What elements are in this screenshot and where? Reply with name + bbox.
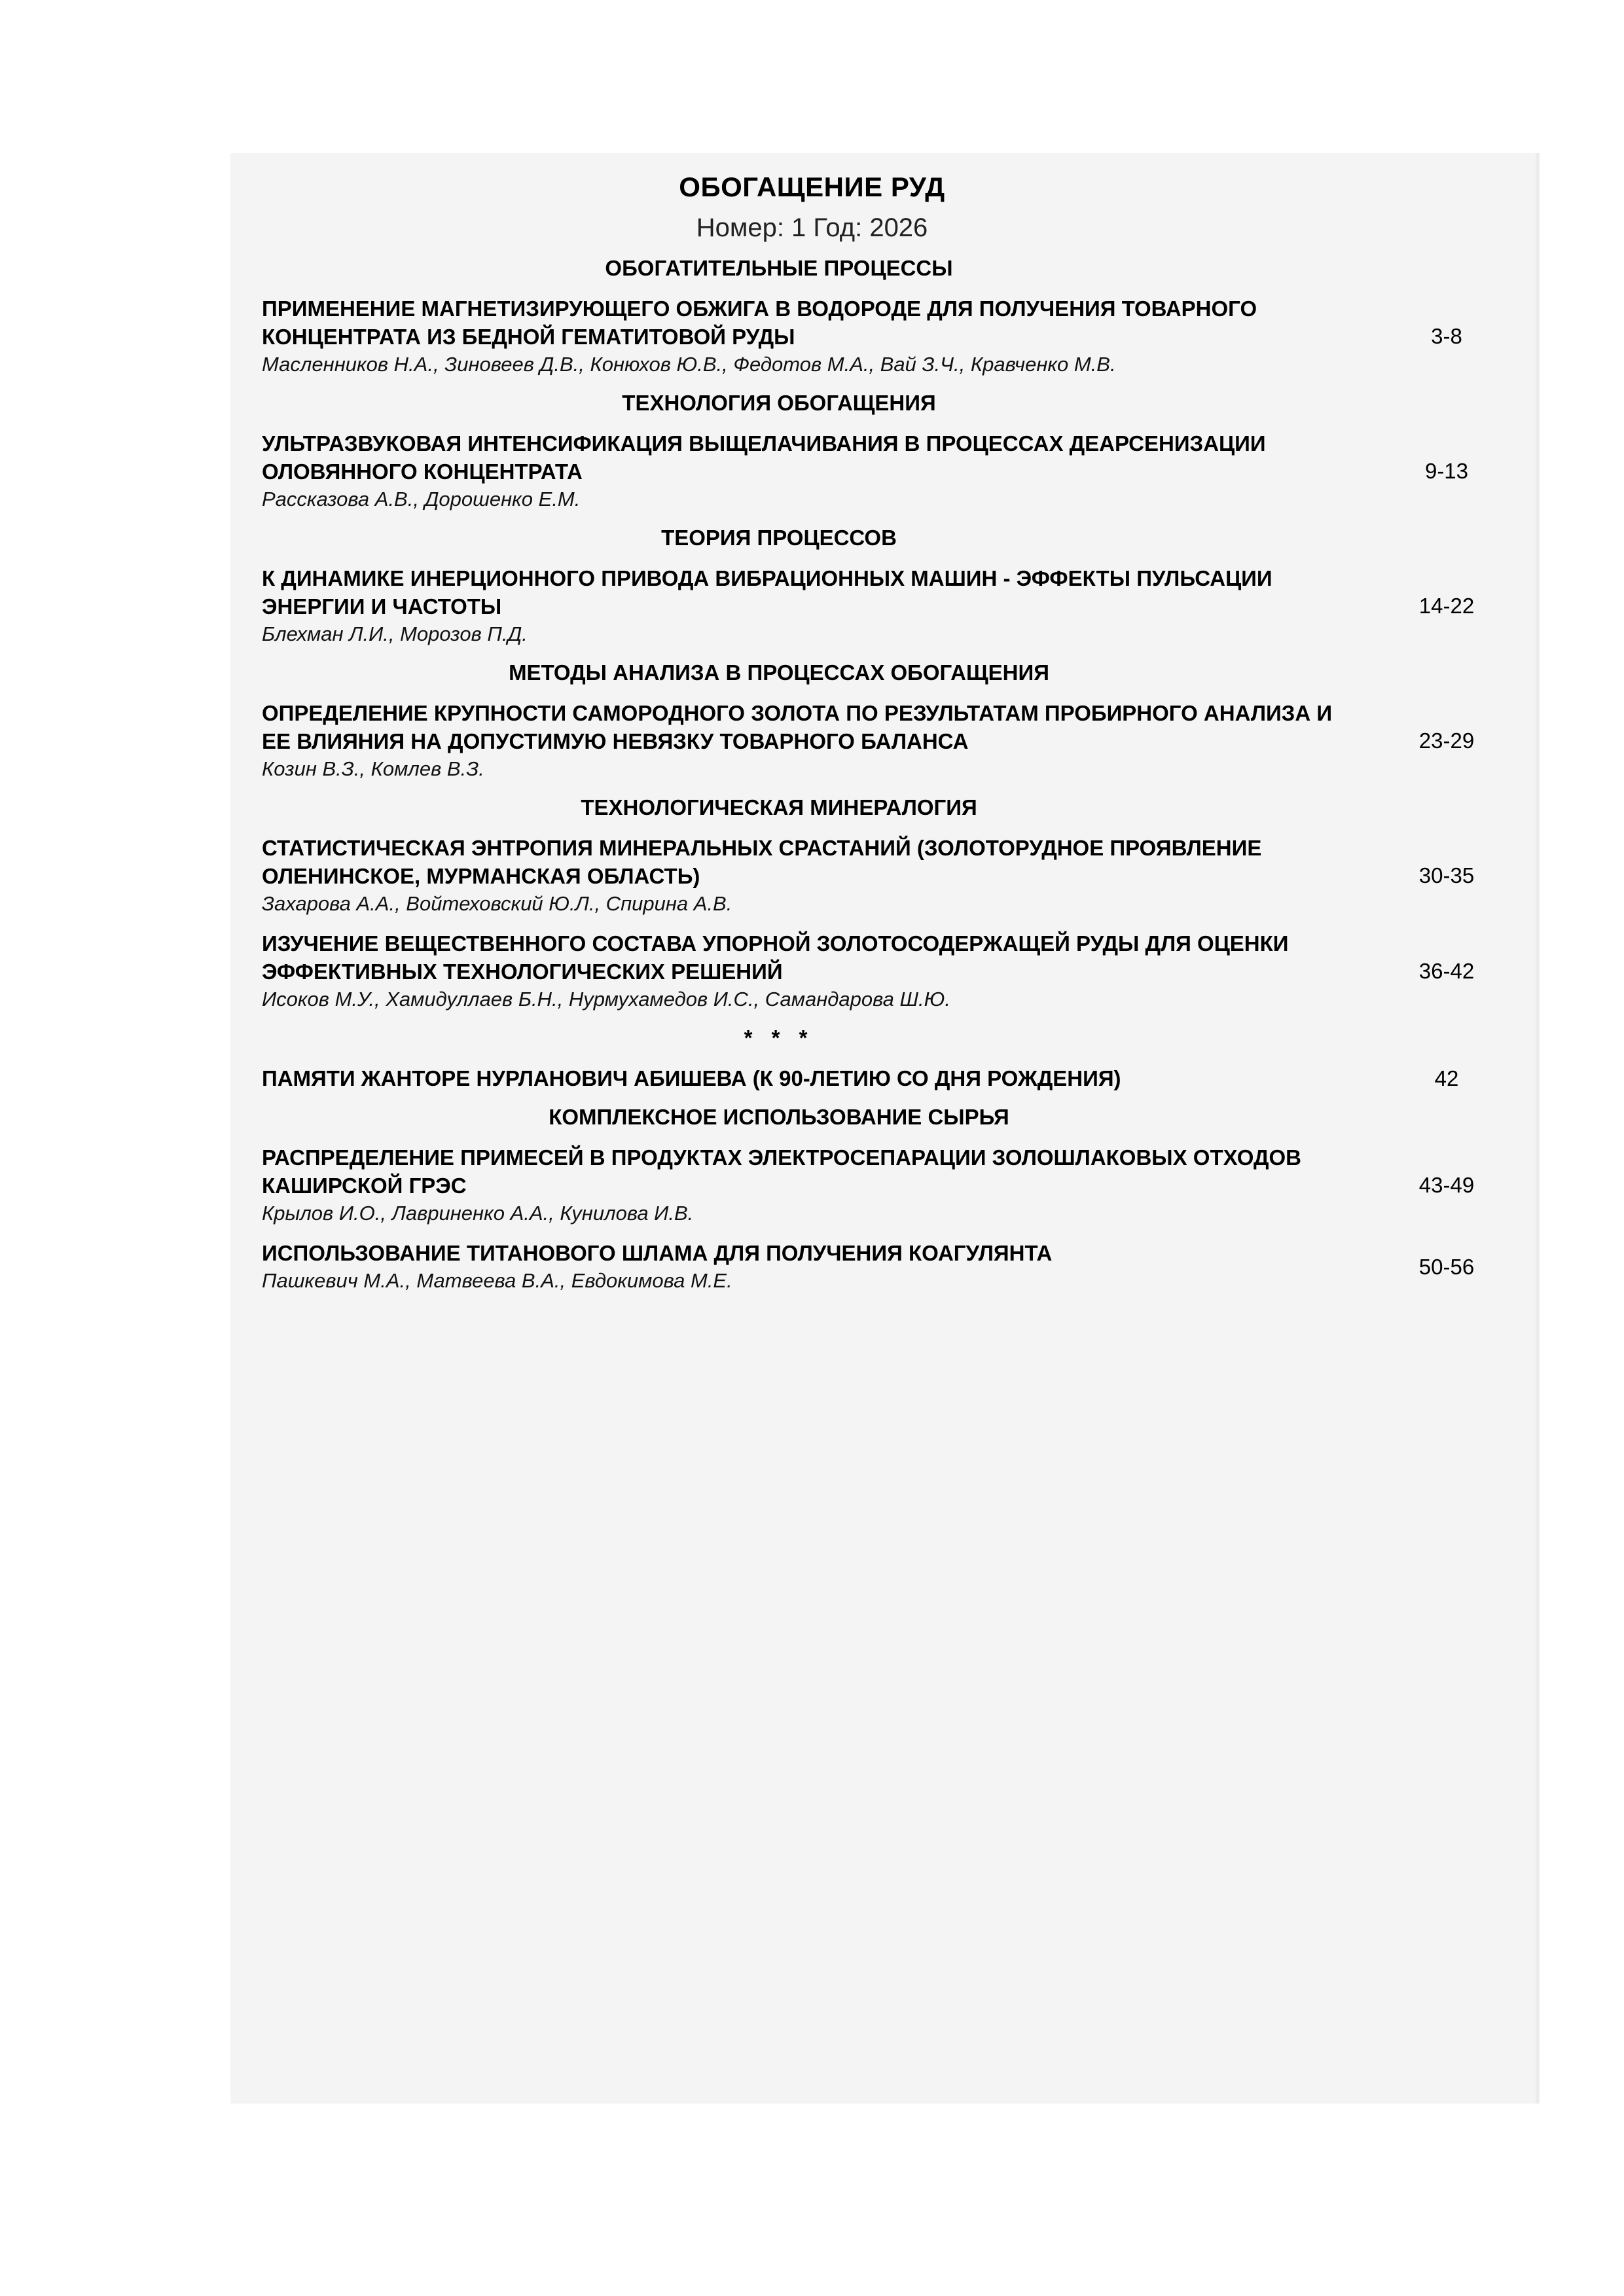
article-authors: Масленников Н.А., Зиновеев Д.В., Конюхов Ю.В., Федотов М.А., Вай З.Ч., Кравченко М.В. bbox=[262, 353, 1116, 376]
article-authors: Крылов И.О., Лавриненко А.А., Кунилова И.В. bbox=[262, 1202, 694, 1225]
section-heading: ТЕХНОЛОГИЧЕСКАЯ МИНЕРАЛОГИЯ bbox=[581, 795, 977, 819]
article-title[interactable]: ОПРЕДЕЛЕНИЕ КРУПНОСТИ САМОРОДНОГО ЗОЛОТА ПО РЕЗУЛЬТАТАМ ПРОБИРНОГО АНАЛИЗА И ЕЕ ВЛИЯНИЯ НА ДОПУСТИМУЮ НЕВЯЗКУ ТОВАРНОГО БАЛАНСА bbox=[262, 701, 1333, 753]
article-pages: 36-42 bbox=[1418, 959, 1475, 983]
section-heading: ОБОГАТИТЕЛЬНЫЕ ПРОЦЕССЫ bbox=[605, 256, 953, 280]
article-title[interactable]: ИЗУЧЕНИЕ ВЕЩЕСТВЕННОГО СОСТАВА УПОРНОЙ ЗОЛОТОСОДЕРЖАЩЕЙ РУДЫ ДЛЯ ОЦЕНКИ ЭФФЕКТИВНЫХ ТЕХНОЛОГИЧЕСКИХ РЕШЕНИЙ bbox=[262, 931, 1289, 984]
article-title[interactable]: РАСПРЕДЕЛЕНИЕ ПРИМЕСЕЙ В ПРОДУКТАХ ЭЛЕКТРОСЕПАРАЦИИ ЗОЛОШЛАКОВЫХ ОТХОДОВ КАШИРСКОЙ ГРЭС bbox=[262, 1145, 1302, 1198]
toc-entry[interactable] bbox=[262, 1143, 1506, 1227]
article-pages: 43-49 bbox=[1418, 1173, 1475, 1197]
article-pages: 23-29 bbox=[1418, 728, 1475, 753]
toc-entry[interactable] bbox=[262, 1064, 1506, 1092]
article-pages: 42 bbox=[1434, 1066, 1459, 1090]
article-title[interactable]: ИСПОЛЬЗОВАНИЕ ТИТАНОВОГО ШЛАМА ДЛЯ ПОЛУЧЕНИЯ КОАГУЛЯНТА bbox=[262, 1241, 1053, 1265]
toc-entry[interactable] bbox=[262, 834, 1506, 918]
section-heading: ТЕХНОЛОГИЯ ОБОГАЩЕНИЯ bbox=[622, 391, 936, 415]
toc-entry[interactable] bbox=[262, 929, 1506, 1013]
article-pages: 50-56 bbox=[1418, 1254, 1475, 1279]
article-title[interactable]: ПРИМЕНЕНИЕ МАГНЕТИЗИРУЮЩЕГО ОБЖИГА В ВОДОРОДЕ ДЛЯ ПОЛУЧЕНИЯ ТОВАРНОГО КОНЦЕНТРАТА ИЗ БЕДНОЙ ГЕМАТИТОВОЙ РУДЫ bbox=[262, 296, 1257, 349]
article-authors: Захарова А.А., Войтеховский Ю.Л., Спирина А.В. bbox=[262, 892, 732, 915]
section-separator: * * * bbox=[744, 1026, 814, 1050]
article-authors: Блехман Л.И., Морозов П.Д. bbox=[262, 622, 528, 645]
issue-info: Номер: 1 Год: 2026 bbox=[696, 213, 928, 242]
article-pages: 30-35 bbox=[1418, 863, 1475, 888]
toc-entry[interactable] bbox=[262, 295, 1506, 378]
toc-entry[interactable] bbox=[262, 429, 1506, 513]
article-title[interactable]: К ДИНАМИКЕ ИНЕРЦИОННОГО ПРИВОДА ВИБРАЦИОННЫХ МАШИН - ЭФФЕКТЫ ПУЛЬСАЦИИ ЭНЕРГИИ И ЧАСТОТЫ bbox=[262, 566, 1272, 619]
table-of-contents bbox=[262, 255, 1506, 1306]
article-authors: Рассказова А.В., Дорошенко Е.М. bbox=[262, 488, 581, 511]
toc-entry[interactable] bbox=[262, 699, 1506, 783]
article-title[interactable]: ПАМЯТИ ЖАНТОРЕ НУРЛАНОВИЧ АБИШЕВА (К 90-ЛЕТИЮ СО ДНЯ РОЖДЕНИЯ) bbox=[262, 1066, 1121, 1090]
section-heading: КОМПЛЕКСНОЕ ИСПОЛЬЗОВАНИЕ СЫРЬЯ bbox=[549, 1105, 1009, 1129]
article-pages: 3-8 bbox=[1431, 324, 1462, 348]
section-heading: ТЕОРИЯ ПРОЦЕССОВ bbox=[661, 526, 897, 550]
article-pages: 14-22 bbox=[1418, 594, 1475, 618]
article-authors: Пашкевич М.А., Матвеева В.А., Евдокимова М.Е. bbox=[262, 1269, 732, 1292]
article-authors: Козин В.З., Комлев В.З. bbox=[262, 757, 484, 780]
section-heading: МЕТОДЫ АНАЛИЗА В ПРОЦЕССАХ ОБОГАЩЕНИЯ bbox=[509, 660, 1049, 685]
article-title[interactable]: СТАТИСТИЧЕСКАЯ ЭНТРОПИЯ МИНЕРАЛЬНЫХ СРАСТАНИЙ (ЗОЛОТОРУДНОЕ ПРОЯВЛЕНИЕ ОЛЕНИНСКОЕ, МУРМАНСКАЯ ОБЛАСТЬ) bbox=[262, 836, 1262, 888]
article-title[interactable]: УЛЬТРАЗВУКОВАЯ ИНТЕНСИФИКАЦИЯ ВЫЩЕЛАЧИВАНИЯ В ПРОЦЕССАХ ДЕАРСЕНИЗАЦИИ ОЛОВЯННОГО КОНЦЕНТРАТА bbox=[262, 431, 1266, 484]
journal-title: ОБОГАЩЕНИЕ РУД bbox=[679, 171, 945, 202]
article-authors: Исоков М.У., Хамидуллаев Б.Н., Нурмухамедов И.С., Самандарова Ш.Ю. bbox=[262, 988, 950, 1011]
toc-entry[interactable] bbox=[262, 1239, 1506, 1295]
toc-entry[interactable] bbox=[262, 564, 1506, 648]
article-pages: 9-13 bbox=[1424, 459, 1469, 483]
